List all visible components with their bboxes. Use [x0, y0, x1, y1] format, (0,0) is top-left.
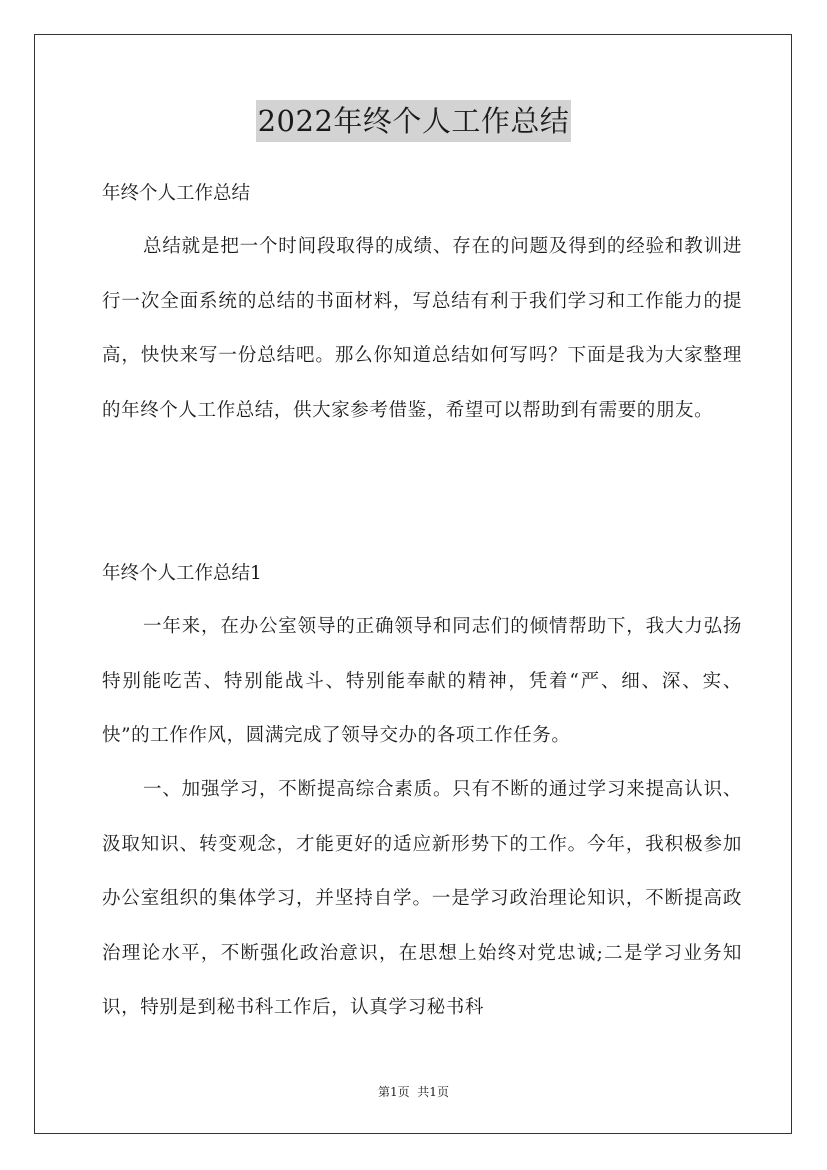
section-1-paragraph-1: 一年来，在办公室领导的正确领导和同志们的倾情帮助下，我大力弘扬特别能吃苦、特别能战斗、特别能奉献的精神，凭着“严、细、深、实、快”的工作作风，圆满完成了领导交办的各项工作任务。: [102, 616, 742, 746]
page-footer: 第1页 共1页: [378, 1085, 449, 1099]
section-1-heading: 年终个人工作总结1: [102, 563, 262, 584]
section-1-paragraph-2: 一、加强学习，不断提高综合素质。只有不断的通过学习来提高认识、汲取知识、转变观念，才能更好的适应新形势下的工作。今年，我积极参加办公室组织的集体学习，并坚持自学。一是学习政治理论知识，不断提高政治理论水平，不断强化政治意识，在思想上始终对党忠诚;二是学习业务知识，特别是到秘书科工作后，认真学习秘书科: [102, 779, 742, 1018]
document-title-text: 2022年终个人工作总结: [256, 100, 572, 142]
document-title: [0, 100, 827, 142]
intro-paragraph: 总结就是把一个时间段取得的成绩、存在的问题及得到的经验和教训进行一次全面系统的总结的书面材料，写总结有利于我们学习和工作能力的提高，快快来写一份总结吧。那么你知道总结如何写吗？下面是我为大家整理的年终个人工作总结，供大家参考借鉴，希望可以帮助到有需要的朋友。: [102, 236, 742, 421]
intro-heading: 年终个人工作总结: [102, 183, 251, 204]
